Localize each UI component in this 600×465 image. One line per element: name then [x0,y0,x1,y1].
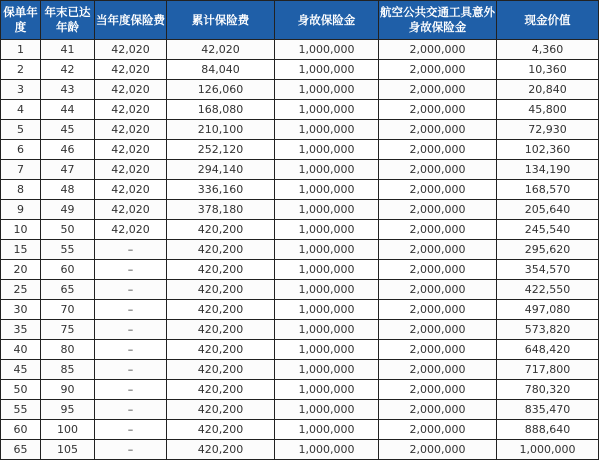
cell-cash-value: 20,840 [497,80,599,100]
table-row [1,360,599,380]
cell-death-benefit: 1,000,000 [275,320,379,340]
header-age: 年末已达年龄 [41,1,95,40]
cell-policy-year: 8 [1,180,41,200]
cell-age: 55 [41,240,95,260]
cell-aviation-benefit: 2,000,000 [379,80,497,100]
cell-age: 46 [41,140,95,160]
cell-aviation-benefit: 2,000,000 [379,40,497,60]
header-cash-value: 现金价值 [497,1,599,40]
cell-annual-premium: – [95,400,167,420]
cell-policy-year: 2 [1,60,41,80]
cell-death-benefit: 1,000,000 [275,120,379,140]
table-row [1,40,599,60]
cell-death-benefit: 1,000,000 [275,80,379,100]
cell-annual-premium: – [95,320,167,340]
cell-death-benefit: 1,000,000 [275,100,379,120]
cell-annual-premium: – [95,340,167,360]
cell-policy-year: 65 [1,440,41,460]
cell-aviation-benefit: 2,000,000 [379,440,497,460]
cell-death-benefit: 1,000,000 [275,340,379,360]
cell-policy-year: 25 [1,280,41,300]
cell-death-benefit: 1,000,000 [275,160,379,180]
cell-aviation-benefit: 2,000,000 [379,60,497,80]
table-row [1,380,599,400]
cell-cumulative-premium: 420,200 [167,280,275,300]
cell-annual-premium: – [95,420,167,440]
cell-annual-premium: 42,020 [95,80,167,100]
cell-cash-value: 717,800 [497,360,599,380]
cell-age: 75 [41,320,95,340]
cell-age: 85 [41,360,95,380]
cell-aviation-benefit: 2,000,000 [379,400,497,420]
cell-death-benefit: 1,000,000 [275,400,379,420]
cell-policy-year: 45 [1,360,41,380]
cell-death-benefit: 1,000,000 [275,180,379,200]
cell-cumulative-premium: 420,200 [167,440,275,460]
cell-cash-value: 102,360 [497,140,599,160]
cell-annual-premium: – [95,280,167,300]
cell-policy-year: 20 [1,260,41,280]
cell-cash-value: 835,470 [497,400,599,420]
table-row [1,60,599,80]
cell-policy-year: 40 [1,340,41,360]
cell-aviation-benefit: 2,000,000 [379,320,497,340]
cell-death-benefit: 1,000,000 [275,280,379,300]
cell-age: 49 [41,200,95,220]
cell-cash-value: 245,540 [497,220,599,240]
cell-age: 70 [41,300,95,320]
cell-aviation-benefit: 2,000,000 [379,120,497,140]
table-row [1,280,599,300]
cell-cash-value: 648,420 [497,340,599,360]
table-row [1,140,599,160]
table-row [1,260,599,280]
cell-death-benefit: 1,000,000 [275,360,379,380]
header-death-benefit: 身故保险金 [275,1,379,40]
cell-policy-year: 50 [1,380,41,400]
cell-aviation-benefit: 2,000,000 [379,100,497,120]
cell-cash-value: 4,360 [497,40,599,60]
table-header [1,1,599,40]
cell-policy-year: 10 [1,220,41,240]
cell-age: 105 [41,440,95,460]
cell-policy-year: 5 [1,120,41,140]
cell-annual-premium: – [95,240,167,260]
cell-cash-value: 295,620 [497,240,599,260]
cell-annual-premium: 42,020 [95,140,167,160]
cell-age: 44 [41,100,95,120]
header-policy-year: 保单年度 [1,1,41,40]
cell-age: 48 [41,180,95,200]
cell-age: 60 [41,260,95,280]
cell-age: 90 [41,380,95,400]
cell-death-benefit: 1,000,000 [275,240,379,260]
cell-cumulative-premium: 420,200 [167,360,275,380]
cell-cumulative-premium: 420,200 [167,420,275,440]
cell-age: 45 [41,120,95,140]
cell-annual-premium: 42,020 [95,200,167,220]
table-row [1,240,599,260]
cell-policy-year: 9 [1,200,41,220]
cell-age: 43 [41,80,95,100]
table-row [1,320,599,340]
cell-cash-value: 888,640 [497,420,599,440]
cell-aviation-benefit: 2,000,000 [379,180,497,200]
cell-cumulative-premium: 420,200 [167,220,275,240]
cell-annual-premium: – [95,260,167,280]
cell-age: 41 [41,40,95,60]
cell-cumulative-premium: 420,200 [167,300,275,320]
header-aviation-benefit: 航空公共交通工具意外身故保险金 [379,1,497,40]
cell-annual-premium: – [95,440,167,460]
cell-aviation-benefit: 2,000,000 [379,160,497,180]
cell-annual-premium: 42,020 [95,120,167,140]
table-row [1,160,599,180]
cell-aviation-benefit: 2,000,000 [379,340,497,360]
cell-cumulative-premium: 420,200 [167,240,275,260]
cell-cash-value: 780,320 [497,380,599,400]
table-row [1,100,599,120]
cell-policy-year: 7 [1,160,41,180]
cell-policy-year: 15 [1,240,41,260]
table-row [1,300,599,320]
cell-cash-value: 573,820 [497,320,599,340]
cell-age: 50 [41,220,95,240]
cell-annual-premium: – [95,300,167,320]
cell-cumulative-premium: 252,120 [167,140,275,160]
cell-cash-value: 10,360 [497,60,599,80]
cell-age: 80 [41,340,95,360]
header-cumulative-premium: 累计保险费 [167,1,275,40]
cell-aviation-benefit: 2,000,000 [379,420,497,440]
cell-death-benefit: 1,000,000 [275,40,379,60]
cell-cash-value: 134,190 [497,160,599,180]
cell-cumulative-premium: 420,200 [167,380,275,400]
cell-death-benefit: 1,000,000 [275,300,379,320]
cell-cumulative-premium: 336,160 [167,180,275,200]
cell-annual-premium: 42,020 [95,180,167,200]
cell-annual-premium: 42,020 [95,100,167,120]
cell-annual-premium: 42,020 [95,160,167,180]
cell-policy-year: 55 [1,400,41,420]
cell-death-benefit: 1,000,000 [275,220,379,240]
cell-policy-year: 30 [1,300,41,320]
cell-cash-value: 168,570 [497,180,599,200]
table-row [1,420,599,440]
cell-cumulative-premium: 294,140 [167,160,275,180]
cell-age: 42 [41,60,95,80]
table-row [1,440,599,460]
cell-annual-premium: – [95,380,167,400]
cell-aviation-benefit: 2,000,000 [379,140,497,160]
cell-annual-premium: 42,020 [95,40,167,60]
cell-age: 47 [41,160,95,180]
table-row [1,180,599,200]
table-row [1,400,599,420]
cell-cumulative-premium: 210,100 [167,120,275,140]
header-row [1,1,599,40]
cell-cash-value: 1,000,000 [497,440,599,460]
cell-annual-premium: 42,020 [95,60,167,80]
table-row [1,220,599,240]
cell-age: 100 [41,420,95,440]
cell-age: 65 [41,280,95,300]
header-annual-premium: 当年度保险费 [95,1,167,40]
cell-cumulative-premium: 420,200 [167,340,275,360]
cell-death-benefit: 1,000,000 [275,260,379,280]
cell-aviation-benefit: 2,000,000 [379,260,497,280]
cell-cumulative-premium: 126,060 [167,80,275,100]
table-body [1,40,599,460]
cell-policy-year: 4 [1,100,41,120]
cell-aviation-benefit: 2,000,000 [379,220,497,240]
cell-annual-premium: – [95,360,167,380]
cell-aviation-benefit: 2,000,000 [379,300,497,320]
table-row [1,200,599,220]
table-row [1,340,599,360]
table-row [1,80,599,100]
cell-cash-value: 354,570 [497,260,599,280]
cell-cash-value: 205,640 [497,200,599,220]
cell-cumulative-premium: 42,020 [167,40,275,60]
cell-death-benefit: 1,000,000 [275,200,379,220]
cell-aviation-benefit: 2,000,000 [379,280,497,300]
cell-cumulative-premium: 84,040 [167,60,275,80]
cell-aviation-benefit: 2,000,000 [379,200,497,220]
cell-policy-year: 35 [1,320,41,340]
cell-cumulative-premium: 420,200 [167,400,275,420]
cell-death-benefit: 1,000,000 [275,380,379,400]
cell-age: 95 [41,400,95,420]
cell-death-benefit: 1,000,000 [275,420,379,440]
cell-policy-year: 3 [1,80,41,100]
cell-cumulative-premium: 420,200 [167,260,275,280]
cell-annual-premium: 42,020 [95,220,167,240]
table-row [1,120,599,140]
cell-policy-year: 6 [1,140,41,160]
cell-aviation-benefit: 2,000,000 [379,380,497,400]
cell-cash-value: 45,800 [497,100,599,120]
cell-aviation-benefit: 2,000,000 [379,360,497,380]
cell-cumulative-premium: 168,080 [167,100,275,120]
cell-cash-value: 72,930 [497,120,599,140]
cell-policy-year: 60 [1,420,41,440]
cell-cumulative-premium: 378,180 [167,200,275,220]
cell-death-benefit: 1,000,000 [275,140,379,160]
cell-cash-value: 422,550 [497,280,599,300]
cell-aviation-benefit: 2,000,000 [379,240,497,260]
cell-cash-value: 497,080 [497,300,599,320]
cell-cumulative-premium: 420,200 [167,320,275,340]
cell-policy-year: 1 [1,40,41,60]
cell-death-benefit: 1,000,000 [275,440,379,460]
cell-death-benefit: 1,000,000 [275,60,379,80]
